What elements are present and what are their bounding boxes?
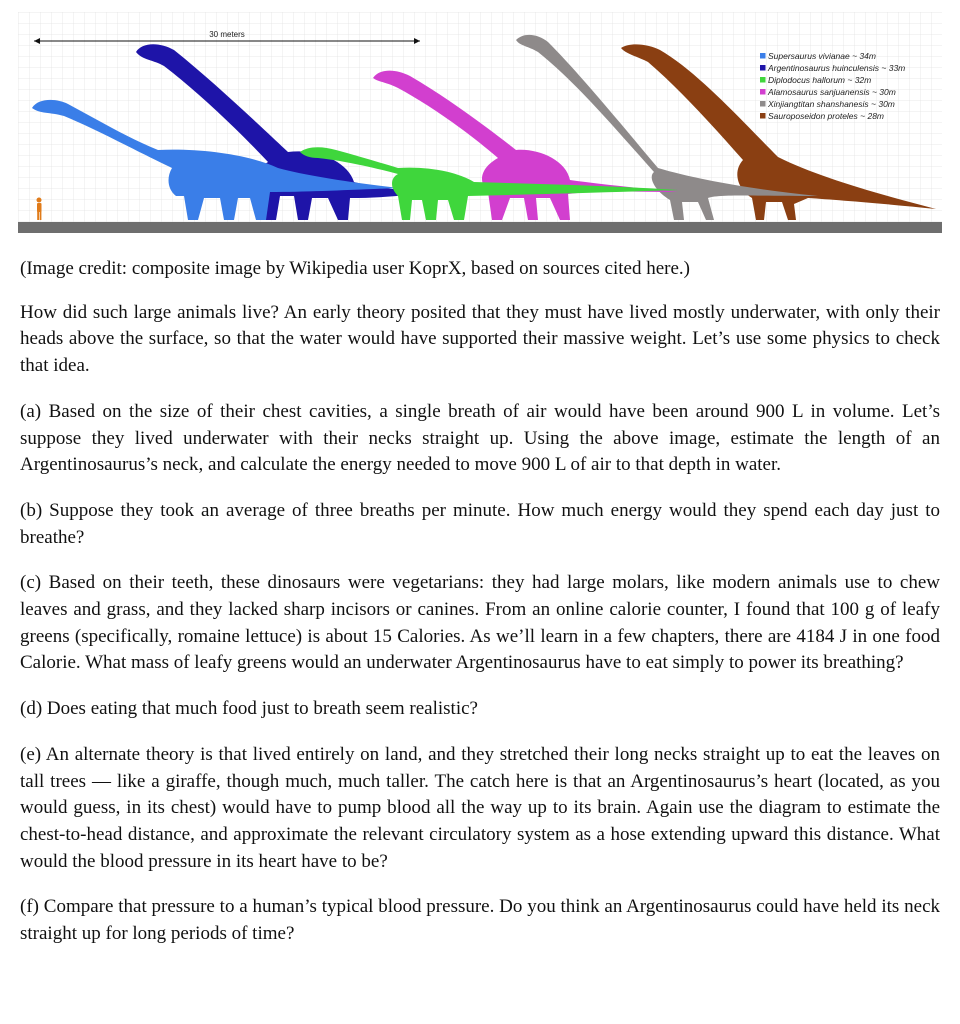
legend-swatch-supersaurus xyxy=(760,53,766,59)
question-e: (e) An alternate theory is that lived entirely on land, and they stretched their long necks straight up to eat the leaves on tall trees — like a giraffe, though much, much taller. The catch here is that an Argentinosaurus’s heart (located, as you would guess, in its chest) would have to pump blood all the way up to its brain. Again use the diagram to estimate the chest-to-head distance, and approximate the relevant circulatory system as a hose extending upward this distance. What would the blood pressure in its heart have to be? xyxy=(20,743,940,872)
question-c: (c) Based on their teeth, these dinosaurs were vegetarians: they had large molars, like modern animals use to chew leaves and grass, and they lacked sharp incisors or canines. From an online calorie counter, I found that 100 g of leafy greens (specifically, romaine lettuce) is about 15 Calories. As we’ll learn in a few chapters, there are 4184 J in one food Calorie. What mass of leafy greens would an underwater Argentinosaurus have to eat simply to power its breathing? xyxy=(20,572,940,674)
ground-bar xyxy=(18,222,942,233)
legend-swatch-sauroposeidon xyxy=(760,113,766,119)
image-credit: (Image credit: composite image by Wikipedia user KoprX, based on sources cited here.) xyxy=(20,258,690,279)
question-f: (f) Compare that pressure to a human’s typical blood pressure. Do you think an Argentinosaurus could have held its neck straight up for long periods of time? xyxy=(20,896,940,945)
scale-label: 30 meters xyxy=(209,30,245,39)
legend-swatch-diplodocus xyxy=(760,77,766,83)
dinosaur-size-comparison-figure xyxy=(18,12,942,234)
intro-paragraph: How did such large animals live? An early theory posited that they must have lived mostly underwater, with only their heads above the surface, so that the water would have supported their massive weight. Let’s use some physics to check that idea. xyxy=(20,301,940,377)
human-silhouette xyxy=(37,198,42,221)
legend-swatch-argentinosaurus xyxy=(760,65,766,71)
legend-label-supersaurus: Supersaurus vivianae ~ 34m xyxy=(768,51,876,61)
legend-swatch-xinjiangtitan xyxy=(760,101,766,107)
question-a: (a) Based on the size of their chest cavities, a single breath of air would have been around 900 L in volume. Let’s suppose they lived underwater with their necks straight up. Using the above image, estimate the length of an Argentinosaurus’s neck, and calculate the energy needed to move 900 L of air to that depth in water. xyxy=(20,400,940,476)
problem-text xyxy=(20,256,940,967)
question-b: (b) Suppose they took an average of three breaths per minute. How much energy would they spend each day just to breathe? xyxy=(20,499,940,548)
legend-label-diplodocus: Diplodocus hallorum ~ 32m xyxy=(768,75,872,85)
legend-swatch-alamosaurus xyxy=(760,89,766,95)
question-d: (d) Does eating that much food just to breath seem realistic? xyxy=(20,698,478,720)
legend-label-sauroposeidon: Sauroposeidon proteles ~ 28m xyxy=(768,111,885,121)
legend-label-alamosaurus: Alamosaurus sanjuanensis ~ 30m xyxy=(768,87,896,97)
legend-label-xinjiangtitan: Xinjiangtitan shanshanesis ~ 30m xyxy=(768,99,895,109)
legend-label-argentinosaurus: Argentinosaurus huinculensis ~ 33m xyxy=(768,63,906,73)
